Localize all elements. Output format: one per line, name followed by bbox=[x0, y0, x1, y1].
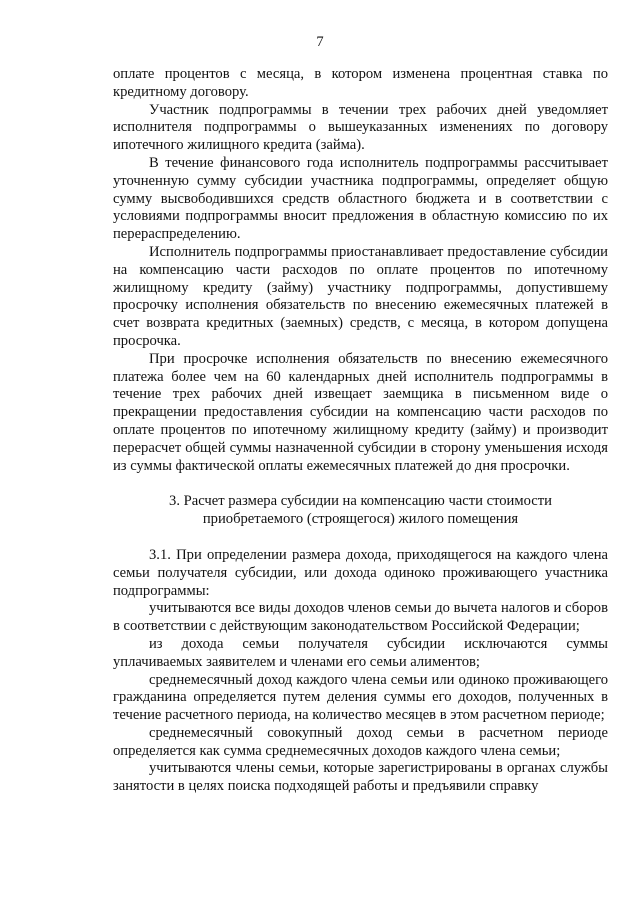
paragraph: Исполнитель подпрограммы приостанавливает предоставление субсидии на компенсацию части расходов по оплате процентов по ипотечному жилищному кредиту (займу) участнику подпрограммы, допустившему просрочку исполнения обязательств по внесению ежемесячных платежей в счет возврата кредитных (заемных) средств, с месяца, в котором допущена просрочка. bbox=[113, 243, 608, 349]
paragraph: учитываются все виды доходов членов семьи до вычета налогов и сборов в соответствии с действующим законодательством Российской Федерации; bbox=[113, 600, 608, 635]
paragraph: При просрочке исполнения обязательств по внесению ежемесячного платежа более чем на 60 календарных дней исполнитель подпрограммы в течение трех рабочих дней извещает заемщика в письменном виде о прекращении предоставления субсидии на компенсацию части расходов по оплате процентов по ипотечному жилищному кредиту (займу) и производит перерасчет общей суммы назначенной субсидии в сторону уменьшения исходя из суммы фактической оплаты ежемесячных платежей до дня просрочки. bbox=[113, 350, 608, 474]
paragraph: из дохода семьи получателя субсидии исключаются суммы уплачиваемых заявителем и членами его семьи алиментов; bbox=[113, 635, 608, 670]
paragraph-continued: оплате процентов с месяца, в котором изменена процентная ставка по кредитному договору. bbox=[113, 66, 608, 100]
paragraph: В течение финансового года исполнитель подпрограммы рассчитывает уточненную сумму субсидии участника подпрограммы, определяет общую сумму высвободившихся средств областного бюджета и в соответствии с условиями подпрограммы вносит предложения в областную комиссию по их перераспределению. bbox=[113, 154, 608, 243]
paragraph: среднемесячный доход каждого члена семьи или одиноко проживающего гражданина определяется путем деления суммы его доходов, полученных в течение расчетного периода, на количество месяцев в этом расчетном периоде; bbox=[113, 671, 608, 724]
page-body bbox=[113, 66, 608, 796]
section-heading: 3. Расчет размера субсидии на компенсацию части стоимости приобретаемого (строящегося) жилого помещения bbox=[169, 493, 552, 528]
paragraph: 3.1. При определении размера дохода, приходящегося на каждого члена семьи получателя субсидии, или дохода одиноко проживающего участника подпрограммы: bbox=[113, 546, 608, 599]
paragraph: Участник подпрограммы в течении трех рабочих дней уведомляет исполнителя подпрограммы о вышеуказанных изменениях по договору ипотечного жилищного кредита (займа). bbox=[113, 101, 608, 154]
page-number: 7 bbox=[316, 34, 324, 50]
paragraph: среднемесячный совокупный доход семьи в расчетном периоде определяется как сумма среднемесячных доходов каждого члена семьи; bbox=[113, 724, 608, 759]
paragraph: учитываются члены семьи, которые зарегистрированы в органах службы занятости в целях поиска подходящей работы и предъявили справку bbox=[113, 760, 608, 795]
